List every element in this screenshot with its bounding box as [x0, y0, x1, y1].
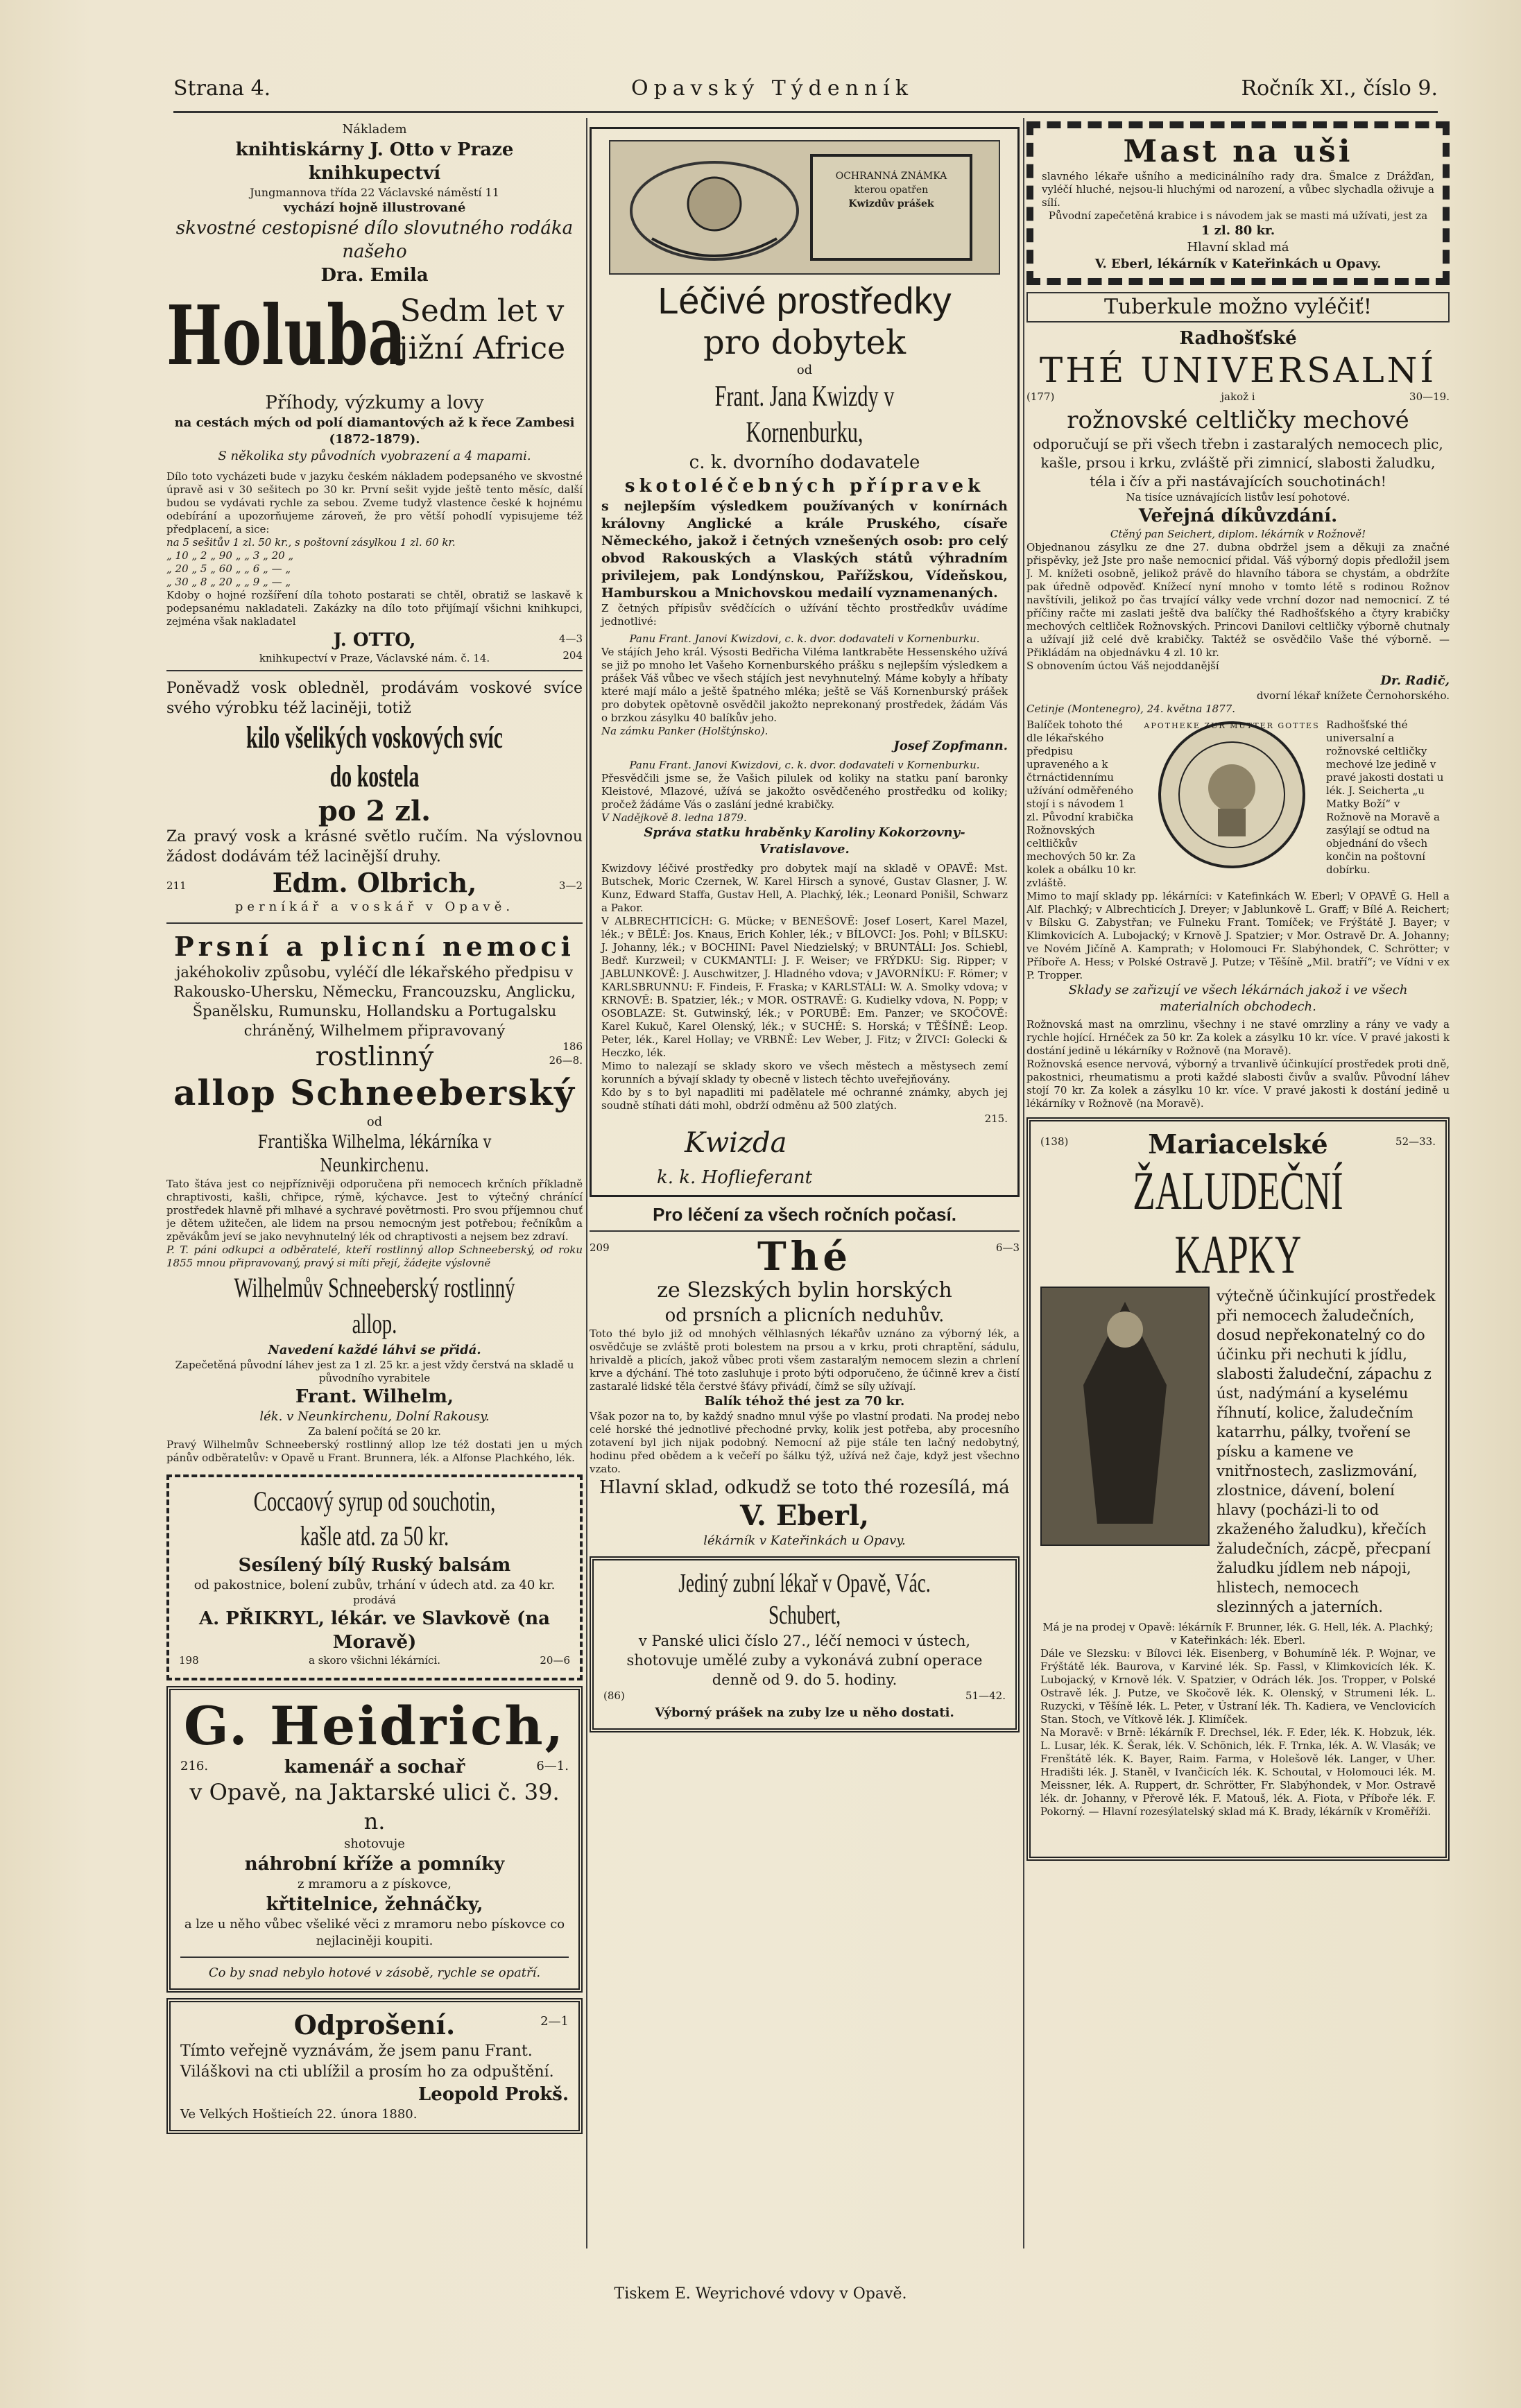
ad-line — [1026, 390, 1450, 406]
product-maker: Františka Wilhelma, lékárníka v Neunkirchenu. — [257, 1132, 492, 1176]
product-name-block — [166, 1040, 583, 1072]
ad-head — [590, 1236, 1020, 1278]
ad-subhead: skotoléčebných přípravek — [624, 476, 985, 497]
ad-number: 6—1. — [536, 1759, 569, 1773]
ad-headline: Mast na uši — [1123, 134, 1353, 169]
ad-note: Co by snad nebylo hotové v zásobě, rychle se opatří. — [208, 1966, 541, 1980]
ad-text: Hlavní sklad, odkudž se toto thé rozesílá, má — [599, 1477, 1010, 1498]
divider — [166, 670, 583, 671]
product-name: rostlinný — [315, 1041, 434, 1072]
ad-head — [1040, 1128, 1436, 1159]
letter-body: Ve stájích Jeho král. Výsosti Bedřicha Viléma lantkraběte Hessenského užívá se již po mnoho let Vašeho Kornenburského prášku s nejlepším výsledkem a prášek Váš vůbec ve všech stájích jest nevyhnutelný. Máme kobyly a hříbaty které mají málo a ještě špatného mléka; ještě se Váš Kornenburský prášek pro dobytek opětovně osvědčil jakožto neprekonaný prostředek, žádám Vás o brzkou zásylku 40 balíkův jeho. — [601, 646, 1008, 724]
trademark-text — [818, 169, 964, 211]
publisher-signature — [166, 628, 583, 663]
ad-stockists: Mimo to mají sklady pp. lékárníci: v Katefinkách W. Eberl; V OPAVĚ G. Hell a Alf. Plachký; v Albrechticích J. Dreyer; v Jablunkově L. Graff; v Bílé A. Reichert; v Bílsku G. Zabystřan; ve Fulneku Frant. Tomíček; ve Frýštátě J. Bayer; v Klimkovicích A. Lubojacký; v Krnově J. Spatzier; v Mor. Ostravě Dr. A. Johanny; ve Novém Jičíně A. Kamprath; v Holomouci Fr. Slabýhondek, C. Schrötter; v Příboře A. Hess; v Polské Ostravě J. Putze; v Těšíně „Mil. bratří“; ve Vídni v ex P. Tropper. — [1026, 890, 1450, 981]
ad-text: Výborný prášek na zuby lze u něho dostati. — [655, 1705, 954, 1720]
ad-text: a lze u něho vůbec všeliké věci z mramoru nebo pískovce co nejlaciněji koupiti. — [184, 1917, 565, 1948]
ad-text: Poněvadž vosk obledněl, prodávám voskové svíce svého výrobku též laciněji, totiž — [166, 680, 583, 717]
signature-address: knihkupectví v Praze, Václavské nám. č. 14. — [259, 652, 490, 664]
price-line: „ 20 „ 5 „ 60 „ „ 6 „ — „ — [166, 562, 291, 575]
ad-text: Za pravý vosk a krásné světlo ručím. Na výslovnou žádost dodávám též lacinější druhy. — [166, 828, 583, 866]
pharmacy-seal-image — [1142, 719, 1322, 871]
seal-icon — [1142, 719, 1322, 871]
ad-allop — [166, 931, 583, 1465]
letter-address: Panu Frant. Janovi Kwizdovi, c. k. dvor. dodavateli v Kornenburku. — [629, 633, 980, 645]
ad-item-note: z mramoru a z pískovce, — [298, 1877, 452, 1891]
ad-product: Rožnovská mast na omrzlinu, všechny i ne stavé omrzliny a rány ve vady a rychle hojící. Hrnéček za 50 kr. Za kolek a zásylku 10 kr. více. V pravé jakosti k dostání jedině u lékárníky v Rožnově (na Moravě). — [1026, 1018, 1450, 1057]
ad-olbrich — [166, 678, 583, 915]
price-line: na 5 sešitův 1 zl. 50 kr., s poštovní zásylkou 1 zl. 60 kr. — [166, 536, 456, 549]
ad-stockists: V ALBRECHTICÍCH: G. Mücke; v BENEŠOVĚ: Josef Losert, Karel Mazel, lék.; v BĚLÉ: Jos. Knaus, Erich Kohler, lék.; v BÍLOVCI: Jos. Pohl; v BÍLSKU: J. Johanny, lék.; v BOCHINI: Pavel Niedzielský; v BRUNTÁLI: Jos. Schiebl, Bedř. Kurzweil; v CUKMANTLI: J. F. Weiser; ve FRÝDKU: Sig. Ripper; v JABLUNKOVĚ: J. Auschwitzer, J. Hladného vdova; v JAVORNÍKU: F. Römer; v KARLSBRUNNU: F. Findeis, F. Fraska; v KARLSTÁLI: W. A. Smolky vdova; v KRNOVĚ: B. Spatzier, lék.; v MOR. OSTRAVĚ: G. Kudielky vdova, N. Popp; v OSOBLAZE: St. Gutwinský, lék.; v PORUBĚ: Em. Panzer; ve SKOČOVĚ: Karel Kukuč, Karel Olenský, lék.; v SUCHÉ: S. Horská; v TĚŠÍNĚ: Leop. Peter, lék., Karel Hollay; ve VRBNĚ: Lev Weber, J. Fitz; v ŽIVCI: Golecki & Heczko, lék. — [601, 915, 1008, 1059]
ad-number: 20—6 — [540, 1654, 570, 1667]
book-subtitle: skvostné cestopisné dílo slovutného rodáka našeho — [175, 218, 574, 262]
maker-name: Frant. Wilhelm, — [295, 1386, 454, 1407]
newspaper-title: Opavský Týdenník — [631, 76, 914, 101]
ad-body: Toto thé bylo již od mnohých vělhlasných lékařův uznáno za výborný lék, a osvědčuje se zvláště proti bolestem na prsou a v krku, proti chraptění, sádulu, hrivaldě a plicích, jakož vůbec proti všem zastaralým nemocem slezin a chrlení krve a dýchání. Thé toto zasluhuje i proto býti odporučeno, že účinně krev a čistí zastaralé lidské těla čerstvé šťávy přivádí, čímž se síly užívají. — [590, 1327, 1020, 1393]
ad-tuberkule: Tuberkule možno vyléčiť! — [1026, 292, 1450, 322]
author-name: Holuba — [166, 287, 406, 384]
advertiser-address: v Opavě, na Jaktarské ulici č. 39. n. — [189, 1779, 560, 1834]
column-divider — [586, 118, 587, 2248]
ad-headline: Jediný zubní lékař v Opavě, Vác. Schubert, — [678, 1569, 931, 1630]
ad-text: Hlavní sklad má — [1187, 240, 1289, 255]
column-divider — [1023, 118, 1024, 2248]
page-number: Strana 4. — [173, 76, 271, 101]
product-info — [1026, 719, 1450, 890]
publisher-address: Jungmannova třída 22 Václavské náměstí 11 — [250, 186, 499, 199]
ad-number: 51—42. — [965, 1689, 1006, 1702]
ad-price: po 2 zl. — [318, 795, 431, 827]
advertiser-address: lékárník v Kateřinkách u Opavy. — [703, 1533, 906, 1548]
book-description: Dílo toto vycházeti bude v jazyku českém nákladem podepsaného ve skvostné úpravě asi v 30 sešitech po 30 kr. První sešit vyjde ještě tento měsíc, další budou se vydávati rychle za sebou. Zveme tudyž vlastence české k hojnému odebírání a upozorňujeme zároveň, že pro větší pohodlí vypisujeme též předplacení, a sice: — [166, 470, 583, 535]
ad-headline: Coccaový syrup od souchotin, kašle atd. za 50 kr. — [253, 1486, 496, 1551]
ad-note: Sklady se zařizují ve všech lékárnách jakož i ve všech materialních obchodech. — [1068, 983, 1408, 1014]
ad-number: 30—19. — [1409, 390, 1450, 403]
ad-number: 26—8. — [549, 1054, 583, 1067]
signature-name: J. OTTO, — [333, 630, 416, 651]
page-header — [173, 69, 1438, 113]
ad-number: 211 — [166, 879, 187, 892]
ad-note: Za balení počítá se 20 kr. — [308, 1425, 441, 1438]
ad-headline: Léčivé prostředky — [658, 280, 952, 322]
ad-number: (177) — [1026, 390, 1055, 403]
madonna-icon — [1042, 1288, 1208, 1545]
ad-subhead: od prsních a plicních neduhův. — [664, 1305, 945, 1326]
book-title: Sedm let v jižní Africe — [398, 293, 566, 366]
notice-signature: Leopold Prokš. — [418, 2084, 569, 2105]
ad-universal — [1026, 327, 1450, 1110]
signature: Kwizda — [685, 1127, 787, 1159]
book-title-block — [166, 287, 583, 391]
letter-body: S obnovením úctou Váš nejoddanější — [1026, 660, 1219, 672]
advertiser-name: G. Heidrich, — [183, 1695, 566, 1757]
signature-title: k. k. Hoflieferant — [657, 1167, 813, 1188]
ad-the — [590, 1236, 1020, 1549]
notice-text: Tímto veřejně vyznávám, že jsem panu Frant. Viláškovi na cti ublížil a prosím ho za odpuštění. — [180, 2043, 554, 2081]
column-right — [1026, 121, 1450, 2252]
ad-price: Balík téhož thé jest za 70 kr. — [704, 1394, 905, 1409]
ad-schubert — [590, 1556, 1020, 1732]
printer-imprint: Tiskem E. Weyrichové vdovy v Opavě. — [614, 2285, 907, 2303]
letter-address: Ctěný pan Seichert, diplom. lékárník v Rožnově! — [1110, 528, 1366, 540]
ad-headline: Prsní a plicní nemoci — [174, 931, 575, 962]
column-middle — [590, 121, 1020, 2252]
book-tagline-2: na cestách mých od polí diamantových až k řece Zambesi (1872-1879). — [174, 415, 575, 447]
advertiser-name: A. PŘIKRYL, lékár. ve Slavkově (na Moravě) — [198, 1608, 551, 1653]
advertiser-name: V. Eberl, lékárník v Kateřinkách u Opavy. — [1094, 257, 1382, 271]
ad-text: jakož i — [1221, 390, 1255, 403]
notice-head — [180, 2009, 569, 2041]
publisher-note: vychází hojně illustrované — [283, 200, 466, 215]
ad-number: (86) — [603, 1689, 625, 1702]
ad-number: 204 — [562, 649, 583, 662]
ad-number: 3—2 — [558, 879, 583, 892]
price-line: „ 30 „ 8 „ 20 „ „ 9 „ — „ — [166, 576, 291, 588]
ad-stockists: Má je na prodej v Opavě: lékárník F. Brunner, lék. G. Hell, lék. A. Plachký; v Kateřinkách: lék. Eberl. — [1042, 1621, 1434, 1646]
letter-body: Přesvědčili jsme se, že Vašich pilulek od koliky na statku paní baronky Kleistové, Mlazové, užívá se jakožto osvědčeného prostředku od koliky; pročež žádáme Vás o zaslání jedné krabičky. — [601, 772, 1008, 811]
letter-signature: Josef Zopfmann. — [893, 739, 1008, 753]
divider — [180, 1957, 569, 1958]
ad-item: náhrobní kříže a pomníky — [244, 1854, 505, 1875]
ad-number: 209 — [590, 1241, 610, 1254]
ad-from: od — [796, 363, 813, 377]
ad-note: Navedení každé láhvi se přidá. — [268, 1343, 481, 1357]
ad-number: 215. — [984, 1112, 1008, 1125]
ad-headline: Thé — [757, 1234, 852, 1280]
signature-image — [601, 1126, 1008, 1167]
trademark-label: Kwizdův prášek — [848, 198, 934, 209]
advertiser-job: perníkář a voskář v Opavě. — [234, 900, 515, 914]
ad-body: Z četných přípisův svědčících o užívání těchto prostředkův uvádíme jednotlivé: — [601, 602, 1008, 628]
ad-number: (138) — [1040, 1135, 1069, 1148]
ad-body: P. T. páni odkupci a odběratelé, kteří rostlinný allop Schneeberský, od roku 1855 mnou připravovaný, pravý si míti přejí, žádejte výslovně — [166, 1244, 583, 1269]
letter-signature-title: dvorní lékař knížete Černohorského. — [1256, 689, 1450, 702]
column-left — [166, 121, 583, 2252]
ad-text: a skoro všichni lékárníci. — [308, 1654, 441, 1667]
letter-body: Objednanou zásylku ze dne 27. dubna obdržel jsem a děkuji za značné přispěvky, jež Jste pro naše nemocnicí přidal. Váš výborný dopis předložil jsem J. M. knížeti osobně, jelikož právě do hlavního tábora se chystám, a obdržíte pak úředně odpověď. Knížecí nyní mnoho v tomto létě s rodinou Rožnov navštívili, jelikož po čas trvající války vede vrchní dozor nad nemocnicí. Z té příčiny račte mi zaslati ještě dva balíčky thé Radhošťského a čtyry krabičky mechových celtliček Rožnovských. Princovi Danilovi celtličky výborně chutnaly a užívají již celé dvě krabičky. Taktéž se osvědčilo Vaše thé výborně. — Přikládám na objednávku 4 zl. 10 kr. — [1026, 541, 1450, 659]
ad-stockists: Na Moravě: v Brně: lékárník F. Drechsel, lék. F. Eder, lék. K. Hobzuk, lék. L. Lusar, lék. K. Šerak, lék. V. Schönich, lék. F. Trnka, lék. A. W. Vlasák; ve Frenštátě lék. K. Bayer, Raim. Farma, v Holešově lék. Langer, v Uher. Hradišti lék. J. Staněl, v Ivančicích lék. K. Schoutal, v Holomouci lék. M. Meissner, lék. A. Ruppert, dr. Schrötter, Fr. Slabýhondek, v Mor. Ostravě lék. dr. Johanny, v Přerově lék. F. Matouš, lék. A. Fiota, v Příboře lék. F. Pokorný. — Hlavní rozesýlatelský sklad má K. Brady, lékárník v Kroměříži. — [1040, 1726, 1436, 1818]
ad-headline: kilo všelikých voskových svíc do kostela — [246, 721, 503, 793]
product-availability: Radhošťské thé universalní a rožnovské celtličky mechové lze jedině v pravé jakosti dostati u lék. J. Seicherta „u Matky Boží“ v Rožnově na Moravě a zasýlají se odtud na objednání do všech končin na poštovní dobírku. — [1326, 719, 1444, 876]
product-name-large: Wilhelmův Schneeberský rostlinný allop. — [234, 1272, 515, 1339]
ad-subhead: rožnovské celtličky mechové — [1067, 406, 1409, 434]
ad-number: 2—1 — [540, 2014, 569, 2029]
ad-stockists: Kwizdovy léčivé prostředky pro dobytek mají na skladě v OPAVĚ: Mst. Butschek, Moric Czernek, W. Karel Hirsch a synové, Gustav Glasner, J. W. Kunz, Edward Staffa, Gustav Hell, A. Plachký, lék.; Leonard Ponišil, Schwarz a Pakor. — [601, 862, 1008, 914]
ad-stockists: Dále ve Slezsku: v Bílovci lék. Eisenberg, v Bohumíně lék. P. Wojnar, ve Frýštátě lék. Baurova, v Karviné lék. Sp. Fassl, v Klimkovicích lék. K. Lubojacký, v Krnově lék. V. Spatzier, v Odrách lék. Jos. Tropper, v Polské Ostravě lék. J. Putze, ve Skočově lék. K. Olenský, v Strumeni lék. L. Ruzycki, v Těšíně lék. L. Peter, v Ústraní lék. Th. Kadiera, ve Venclovicích Stan. Stoch, ve Vítkově lék. J. Klimíček. — [1040, 1647, 1436, 1726]
ad-body: výtečně účinkující prostředek při nemocech žaludečních, dosud nepřekonatelný co do účinku při nechuti k jídlu, slabosti žaludeční, zápachu z úst, nadýmání a kyselému říhnutí, kolice, žaludečním katarrhu, pálky, tvoření se písku a kamene ve vnitřnostech, zaslizmování, zlostnice, dávení, bolení hlavy (pocházi-li to od zkaženého žaludku), křečích žaludečních, zácpě, přecpaní žaludku jídlem neb nápoji, hlistech, nemocech slezinných a jaterních. — [1217, 1288, 1436, 1615]
trademark-label: OCHRANNÁ ZNÁMKA — [835, 171, 947, 182]
ad-mariacelske — [1026, 1117, 1450, 1861]
ad-subhead: Sesílený bílý Ruský balsám — [238, 1555, 511, 1576]
divider — [166, 922, 583, 924]
advertiser-name: V. Eberl, — [740, 1499, 869, 1532]
ad-mast-na-usi — [1026, 121, 1450, 285]
ad-text: v Panské ulici číslo 27., léčí nemoci v ústech, shotovuje umělé zuby a vykonává zubní operace denně od 9. do 5. hodiny. — [626, 1633, 983, 1688]
ad-body: Pravý Wilhelmův Schneeberský rostlinný allop lze též dostati jen u mých pánův odběratelův: v Opavě u Frant. Brunnera, lék. a Alfonse Plachkého, lék. — [166, 1438, 583, 1464]
price-line: „ 10 „ 2 „ 90 „ „ 3 „ 20 „ — [166, 549, 294, 562]
product-name-large: allop Schneeberský — [173, 1072, 576, 1113]
seal-text: APOTHEKE ZUR MUTTER GOTTES — [1144, 721, 1320, 730]
ad-headline: THÉ UNIVERSALNÍ — [1039, 350, 1437, 390]
book-tagline: Příhody, výzkumy a lovy — [265, 393, 484, 413]
advertiser-name: Frant. Jana Kwizdy v Kornenburku, — [714, 381, 895, 449]
ad-headline: ŽALUDEČNÍ KAPKY — [1133, 1160, 1343, 1284]
trademark-label: kterou opatřen — [854, 184, 929, 196]
ad-price: Zapečetěná původní láhev jest za 1 zl. 25 kr. a jest vždy čerstvá na skladě u původního vyrabitele — [175, 1359, 574, 1384]
ad-subhead: Radhošťské — [1179, 328, 1297, 349]
notice-title: Odprošení. — [293, 2009, 456, 2040]
section-banner: Pro léčení za všech ročních počasí. — [590, 1203, 1020, 1232]
ad-text: shotovuje — [344, 1837, 405, 1851]
ad-number: 216. — [180, 1759, 209, 1773]
ad-numbers — [603, 1689, 1006, 1705]
ad-signature — [166, 867, 583, 899]
ad-heidrich — [166, 1686, 583, 1993]
ad-product: Rožnovská esence nervová, výborný a trvanlivě účinkující prostředek proti dně, pakostnici, rheumatismu a proti každé slabosti čivův a svalův. Původní láhev stojí 70 kr. Za kolek a zásylku 10 kr. více. V pravé jakosti k dostání jedině u lékárníky v Rožnově (na Moravě). — [1026, 1058, 1450, 1110]
advertiser-title: c. k. dvorního dodavatele — [689, 452, 920, 473]
ad-text: jakéhokoliv způsobu, vyléčí dle lékařského předpisu v Rakousko-Uhersku, Německu, Francouzsku, Anglicku, Španělsku, Rumunsku, Hollandsku a Portugalsku chráněný, Wilhelmem připravovaný — [173, 964, 576, 1039]
letter-signature: Správa statku hraběnky Karoliny Kokorzovny-Vratislavove. — [644, 825, 965, 857]
coat-of-arms-image — [609, 140, 1000, 275]
ad-footer — [179, 1654, 570, 1671]
ad-holub — [166, 121, 583, 663]
ad-text: slavného lékaře ušního a medicinálního rady dra. Šmalce z Drážďan, vyléčí hluché, nejsou-li hluchými od narození, a vůbec slychadla oživuje a sílí. — [1042, 170, 1434, 209]
publisher-line: Nákladem — [342, 122, 407, 137]
ad-text: Původní zapečetěná krabice i s návodem jak se masti má užívati, jest za — [1048, 209, 1428, 222]
book-order-info: Kdoby o hojné rozšíření díla tohoto postarati se chtěl, obratiž se laskavě k podepsanému nakladateli. Zakázky na dílo toto přijímají všichni knihkupci, zejména však nakladatel — [166, 589, 583, 628]
ad-coccao — [166, 1474, 583, 1680]
ad-number: 52—33. — [1395, 1135, 1436, 1148]
book-author: Dra. Emila — [320, 265, 429, 286]
ad-number: 6—3 — [995, 1241, 1020, 1254]
ad-text: odporučují se při všech třebn i zastaralých nemocech plic, kašle, prsou i krku, zvláště při zimnicí, slabosti žaludku, téla i čív a při nastávajících souchotinách! — [1033, 436, 1443, 490]
ad-text: prodává — [353, 1594, 396, 1606]
product-price-info: Balíček tohoto thé dle lékařského předpisu upraveného a k čtrnáctidennímu užívání odměřeného stojí i s návodem 1 zl. Původní krabička Rožnovských celtličkův mechových 50 kr. Za kolek a obálku 10 kr. zvláště. — [1026, 719, 1137, 889]
ad-number: 4—3 — [558, 633, 583, 645]
ad-number: 198 — [179, 1654, 199, 1667]
letter-place: Cetinje (Montenegro), 24. května 1877. — [1026, 703, 1236, 715]
ad-number: 186 — [562, 1040, 583, 1053]
ad-body: Mimo to nalezají se sklady skoro ve všech městech a městysech zemí korunních a bývají sklady ty obecně v listech těchto uveřejňovány. — [601, 1060, 1008, 1085]
ad-text: od pakostnice, bolení zubův, trhání v údech atd. za 40 kr. — [194, 1578, 556, 1592]
ad-body: Však pozor na to, by každý snadno mnul výše po vlastní prodati. Na prodej nebo celé horské thé jednotlivé přechodné prvky, kolik jest potřeba, aby procesního zotavení byl jich nijak podobný. Nemocní až pije stále ten lačný nedobytný, hodinu před obědem a k večeří po šálku týž, užívá než čaje, když jest všechno vzato. — [590, 1410, 1020, 1475]
book-illustrations: S několika sty původních vyobrazení a 4 mapami. — [218, 449, 531, 463]
ad-text: Na tisíce uznávajících listův lesí pohotové. — [1126, 491, 1350, 504]
letter-place: Na zámku Panker (Holštýnsko). — [601, 725, 768, 737]
ad-subhead: Veřejná díkůvzdání. — [1138, 506, 1338, 526]
madonna-image — [1040, 1287, 1210, 1546]
ad-subhead: ze Slezských bylin horských — [657, 1278, 952, 1302]
ad-content — [1040, 1287, 1436, 1617]
issue-info: Ročník XI., číslo 9. — [1241, 76, 1438, 101]
ad-odprošení — [166, 1998, 583, 2134]
letter-signature: Dr. Radič, — [1380, 673, 1450, 688]
ad-line — [180, 1755, 569, 1778]
letter-place: V Nadějkově 8. ledna 1879. — [601, 811, 747, 824]
ad-subhead: Mariacelské — [1148, 1128, 1328, 1160]
ad-item: křtitelnice, žehnáčky, — [266, 1894, 483, 1915]
advertiser-name: Edm. Olbrich, — [272, 867, 477, 898]
letter-address: Panu Frant. Janovi Kwizdovi, c. k. dvor. dodavateli v Kornenburku. — [629, 759, 980, 771]
ad-subhead: pro dobytek — [703, 323, 906, 362]
advertiser-job: kamenář a sochař — [284, 1757, 465, 1778]
ad-body: s nejlepším výsledkem používaných v konírnách královny Anglické a krále Pruského, císaře Německého, jakož i četných vznešených osob: pro celý obvod Rakouských a Vlaských států výhradním privilejem, pak Londýnskou, Pařížskou, Vídeňskou, Hamburskou a Mnichovskou medailí vyznamenaných. — [601, 499, 1008, 601]
ad-kwizda — [590, 127, 1020, 1197]
maker-address: lék. v Neunkirchenu, Dolní Rakousy. — [259, 1409, 490, 1424]
ad-reward: Kdo by s to byl napadliti mi padělatele mé ochranné známky, abych jej soudně stíhati dáti mohl, obdrží odměnu až 500 zlatých. — [601, 1086, 1008, 1112]
notice-place: Ve Velkých Hoštieích 22. února 1880. — [180, 2107, 418, 2122]
publisher-name: knihtiskárny J. Otto v Praze knihkupectví — [235, 139, 514, 184]
ad-price: 1 zl. 80 kr. — [1201, 223, 1275, 238]
ad-from: od — [366, 1115, 383, 1129]
ad-body: Tato štáva jest co nejpříznivěji odporučena při nemocech krčních příkladně chraptivosti, kašli, chřipce, rýmě, kýchavce. Jest to výtečný chránící prostředek hlavně při mlhavé a sychravé povětrnosti. Pro svou příjemnou chuť je dětem užitečen, ale lidem na prsou nemocným jest potřebou; řečníkům a zpěvákům jeví se jako nevyhnutelný lék od chraptivosti a nejsem bez zdraví. — [166, 1178, 583, 1243]
